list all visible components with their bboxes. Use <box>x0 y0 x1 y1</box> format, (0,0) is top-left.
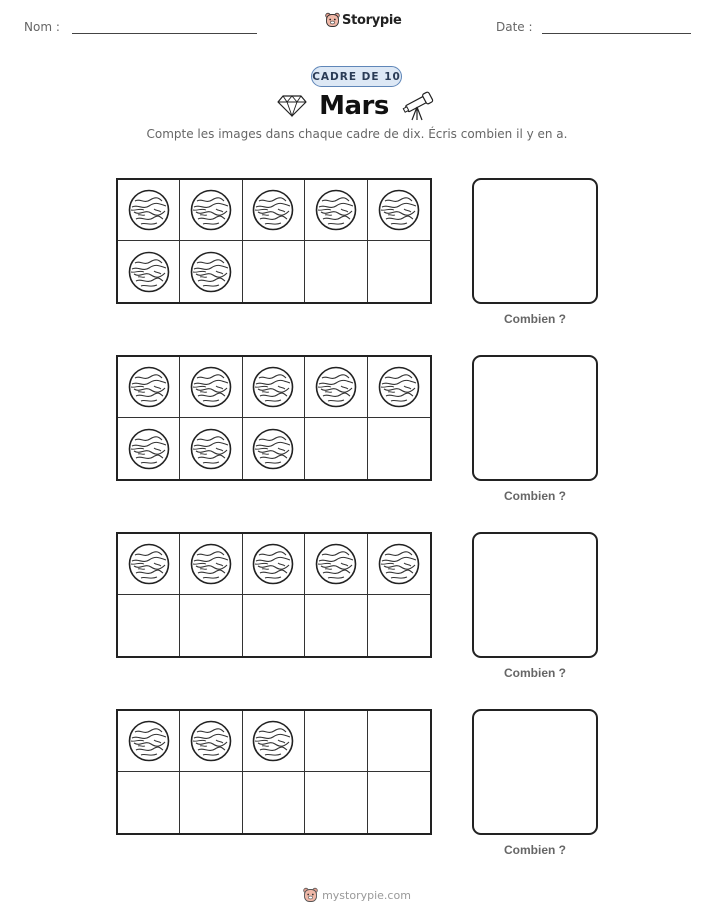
planet-icon <box>190 543 232 585</box>
ten-frame-cell <box>180 241 242 302</box>
ten-frame <box>116 709 432 835</box>
planet-icon <box>252 366 294 408</box>
planet-icon <box>190 251 232 293</box>
brand-name: Storypie <box>342 12 402 28</box>
ten-frame-cell <box>368 711 430 772</box>
ten-frame-cell <box>180 418 242 479</box>
instructions: Compte les images dans chaque cadre de dix. Écris combien il y en a. <box>146 127 568 141</box>
worksheet-title: Mars <box>319 91 389 121</box>
name-line[interactable] <box>72 33 257 34</box>
ten-frame-cell <box>305 241 367 302</box>
ten-frame-cell <box>305 711 367 772</box>
planet-icon <box>128 251 170 293</box>
ten-frame-cell <box>368 595 430 656</box>
brand-logo <box>325 12 402 28</box>
ten-frame-cell <box>243 772 305 833</box>
bear-logo-icon <box>303 887 318 903</box>
date-line[interactable] <box>542 33 691 34</box>
answer-label: Combien ? <box>504 843 566 857</box>
ten-frame-cell <box>305 180 367 241</box>
planet-icon <box>190 428 232 470</box>
ten-frame-cell <box>118 772 180 833</box>
diamond-icon <box>277 94 307 118</box>
planet-icon <box>252 189 294 231</box>
ten-frame <box>116 532 432 658</box>
planet-icon <box>128 720 170 762</box>
ten-frame <box>116 178 432 304</box>
answer-box[interactable] <box>472 355 598 481</box>
planet-icon <box>128 366 170 408</box>
ten-frame-cell <box>180 180 242 241</box>
planet-icon <box>378 189 420 231</box>
ten-frame-cell <box>368 357 430 418</box>
ten-frame-cell <box>368 418 430 479</box>
bear-logo-icon <box>325 12 340 28</box>
planet-icon <box>252 428 294 470</box>
planet-icon <box>252 543 294 585</box>
ten-frame-cell <box>118 241 180 302</box>
planet-icon <box>252 720 294 762</box>
telescope-icon <box>401 90 437 122</box>
ten-frame-cell <box>368 180 430 241</box>
ten-frame-cell <box>180 711 242 772</box>
planet-icon <box>378 366 420 408</box>
ten-frame-cell <box>305 534 367 595</box>
answer-box[interactable] <box>472 532 598 658</box>
ten-frame-cell <box>243 357 305 418</box>
ten-frame-cell <box>305 772 367 833</box>
ten-frame-cell <box>243 595 305 656</box>
name-label: Nom : <box>24 20 60 34</box>
ten-frame-cell <box>180 772 242 833</box>
answer-label: Combien ? <box>504 666 566 680</box>
answer-label: Combien ? <box>504 312 566 326</box>
ten-frame-cell <box>118 357 180 418</box>
planet-icon <box>190 366 232 408</box>
ten-frame-cell <box>243 241 305 302</box>
answer-box[interactable] <box>472 178 598 304</box>
answer-box[interactable] <box>472 709 598 835</box>
footer-site: mystorypie.com <box>322 888 411 902</box>
ten-frame-cell <box>180 534 242 595</box>
planet-icon <box>190 720 232 762</box>
ten-frame-cell <box>243 180 305 241</box>
footer <box>0 887 714 903</box>
planet-icon <box>315 543 357 585</box>
ten-frame-cell <box>243 711 305 772</box>
planet-icon <box>128 428 170 470</box>
worksheet-type-badge: CADRE DE 10 <box>311 66 402 87</box>
planet-icon <box>190 189 232 231</box>
ten-frame-cell <box>368 241 430 302</box>
planet-icon <box>315 189 357 231</box>
ten-frame-cell <box>305 357 367 418</box>
ten-frame-cell <box>118 418 180 479</box>
planet-icon <box>128 189 170 231</box>
ten-frame-cell <box>368 534 430 595</box>
ten-frame-cell <box>118 595 180 656</box>
ten-frame-cell <box>243 534 305 595</box>
ten-frame <box>116 355 432 481</box>
date-label: Date : <box>496 20 533 34</box>
planet-icon <box>378 543 420 585</box>
ten-frame-cell <box>118 711 180 772</box>
ten-frame-cell <box>305 595 367 656</box>
answer-label: Combien ? <box>504 489 566 503</box>
planet-icon <box>315 366 357 408</box>
ten-frame-cell <box>180 357 242 418</box>
title-row <box>0 90 714 122</box>
ten-frame-cell <box>368 772 430 833</box>
ten-frame-cell <box>305 418 367 479</box>
ten-frame-cell <box>243 418 305 479</box>
ten-frame-cell <box>118 180 180 241</box>
planet-icon <box>128 543 170 585</box>
ten-frame-cell <box>118 534 180 595</box>
ten-frame-cell <box>180 595 242 656</box>
